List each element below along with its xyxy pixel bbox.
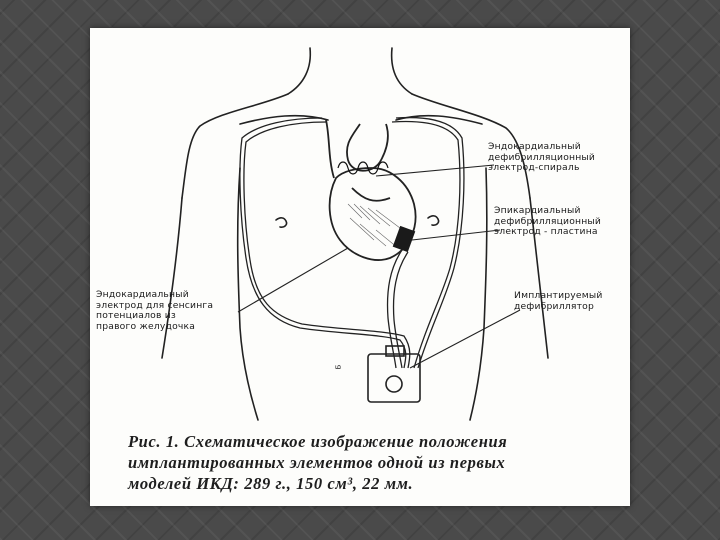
label-endocardial-defib-electrode: Эндокардиальный дефибрилляционный электрод-спираль [488,141,596,174]
left-arm-outline [162,198,182,358]
neck-outline-right [392,48,412,94]
right-torso-side [470,168,487,420]
heart-chamber-line [352,188,390,201]
slide-card [90,28,630,506]
figure-caption: Рис. 1. Схематическое изображение положения имплантированных элементов одной из первых моделей ИКД: 289 г., 150 см³, 22 мм. [128,432,508,493]
heart-shading [348,204,400,248]
pointer-icd [410,310,520,368]
left-shoulder-outline [182,94,288,198]
neck-outline [288,48,310,94]
superior-vena-cava [326,120,334,178]
label-implanted-defibrillator: Имплантируемый дефибриллятор [514,290,603,312]
aorta-arch [347,124,388,171]
epicardial-plate [393,226,416,252]
label-endocardial-sensing-electrode: Эндокардиальный электрод для сенсинга потенциалов из правого желудочка [96,289,214,332]
left-nipple [276,218,287,227]
lead-left-subclavian [240,118,406,368]
label-epicardial-defib-electrode: Эпикардиальный дефибрилляционный электрод - пластина [494,205,602,238]
device-mark: Б [334,364,343,370]
right-nipple [428,216,439,225]
icd-device [368,346,420,402]
pointer-endo-defib [376,165,494,176]
